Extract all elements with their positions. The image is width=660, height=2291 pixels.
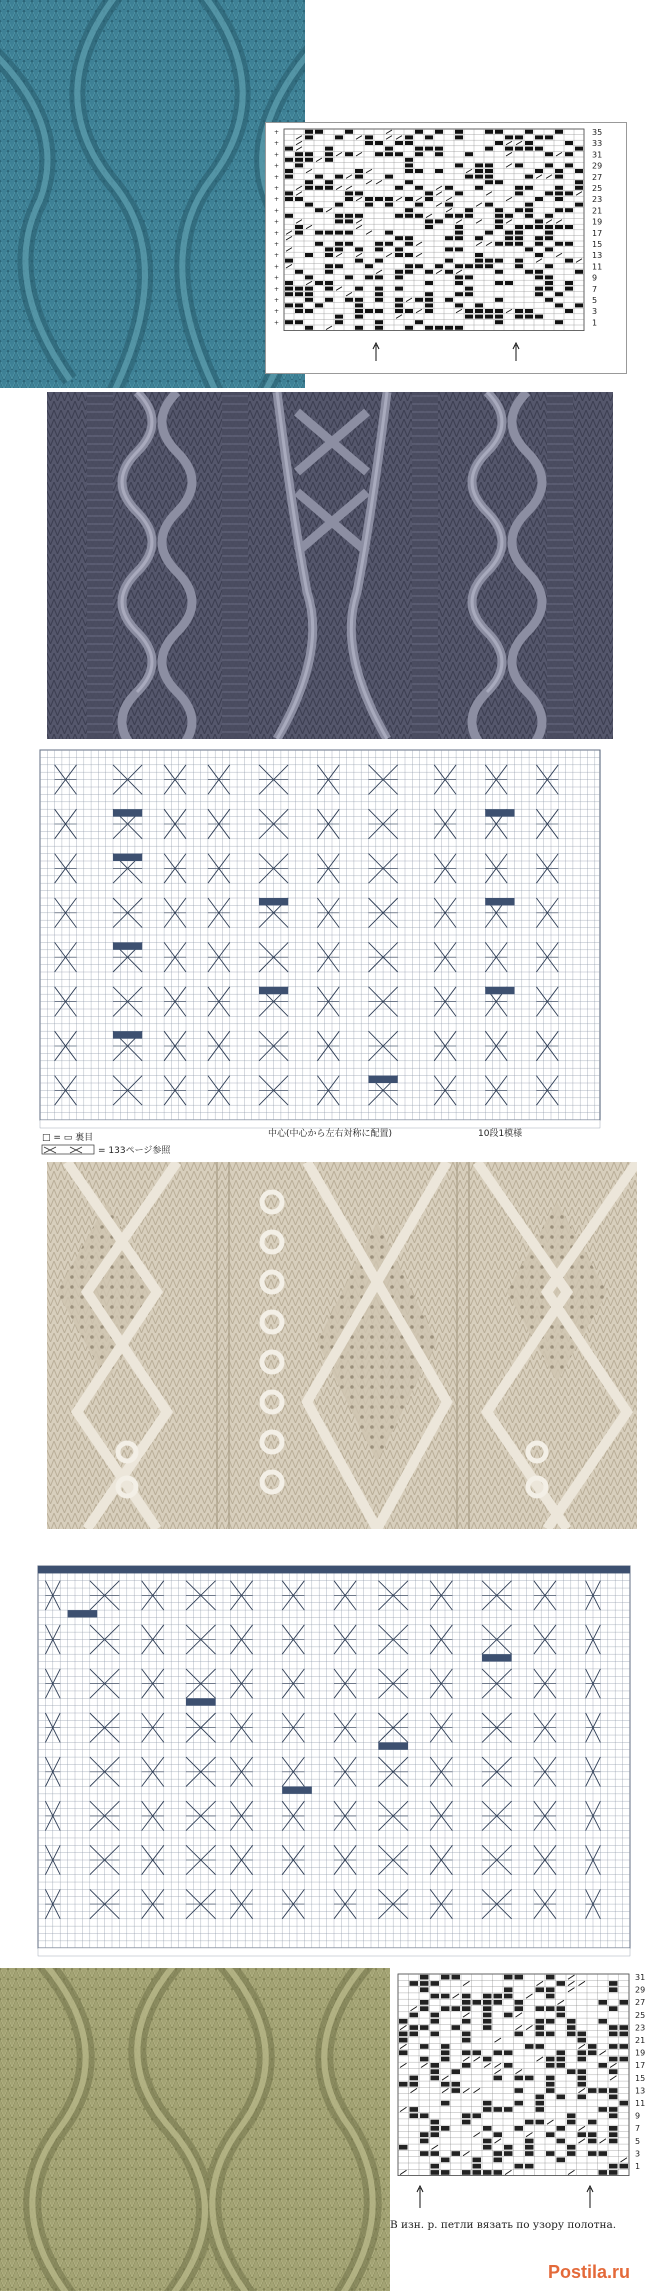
chart4-row-number: 3 xyxy=(635,2149,641,2159)
chart4-arrow-icon xyxy=(417,2186,423,2208)
chart1-row-number: 23 xyxy=(592,195,603,205)
chart1-row-marker: + xyxy=(274,263,280,271)
chart1-row-number: 17 xyxy=(592,228,603,238)
teal-knit-photo xyxy=(0,0,305,388)
chart1-row-marker: + xyxy=(274,140,280,148)
cream-knit-photo xyxy=(47,1162,637,1529)
knitting-chart-4 xyxy=(390,1968,660,2291)
chart4-row-number: 23 xyxy=(635,2023,646,2033)
chart1-row-number: 7 xyxy=(592,284,598,294)
watermark-text: Postila.ru xyxy=(548,2262,631,2282)
knitting-chart-1 xyxy=(265,122,627,374)
grey-knit-photo xyxy=(47,392,613,739)
chart1-row-number: 25 xyxy=(592,184,603,193)
chart1-row-marker: + xyxy=(274,241,280,248)
chart1-row-marker: + xyxy=(274,185,280,192)
chart1-row-number: 11 xyxy=(592,262,603,272)
chart1-row-marker: + xyxy=(274,162,280,170)
chart1-row-marker: + xyxy=(274,285,280,293)
chart4-grid xyxy=(398,1974,629,2176)
chart1-row-marker: + xyxy=(274,151,280,159)
chart1-row-marker: + xyxy=(274,319,280,327)
chart4-row-number: 17 xyxy=(635,2061,646,2071)
chart4-row-number: 29 xyxy=(635,1985,646,1995)
olive-knit-photo xyxy=(0,1968,390,2291)
chart1-row-marker: + xyxy=(274,196,280,204)
chart1-row-number: 1 xyxy=(592,318,598,328)
chart4-row-number: 7 xyxy=(635,2124,641,2134)
chart4-arrow-icon xyxy=(587,2186,593,2208)
chart1-row-marker: + xyxy=(274,252,280,260)
chart4-row-number: 19 xyxy=(635,2048,646,2058)
chart1-row-number: 29 xyxy=(592,161,603,171)
chart1-row-marker: + xyxy=(274,207,280,215)
chart1-row-number: 33 xyxy=(592,139,603,149)
chart1-row-number: 15 xyxy=(592,240,603,249)
chart1-row-number: 9 xyxy=(592,273,598,283)
chart1-row-marker: + xyxy=(274,173,280,181)
chart4-row-number: 1 xyxy=(635,2162,641,2171)
repeat-note: 10段1模様 xyxy=(478,1129,523,1139)
chart-grid-lines xyxy=(38,1566,630,1956)
chart1-row-number: 31 xyxy=(592,150,603,160)
chart4-row-number: 21 xyxy=(635,2036,646,2045)
chart1-row-marker: + xyxy=(274,274,280,282)
chart4-row-number: 9 xyxy=(635,2111,641,2121)
chart4-row-number: 15 xyxy=(635,2073,646,2083)
chart1-row-number: 35 xyxy=(592,128,603,137)
chart4-row-number: 31 xyxy=(635,1973,646,1982)
chart1-row-number: 19 xyxy=(592,217,603,227)
chart1-arrow-icon xyxy=(513,343,519,361)
chart1-row-marker: + xyxy=(274,308,280,316)
legend-blank: □ = ▭ 裏目 xyxy=(42,1133,94,1143)
chart1-row-number: 21 xyxy=(592,206,603,216)
chart4-caption: В изн. р. петли вязать по узору полотна. xyxy=(390,2219,617,2231)
chart1-row-number: 5 xyxy=(592,296,598,305)
knitting-chart-3 xyxy=(30,1558,640,1960)
chart4-row-number: 13 xyxy=(635,2086,646,2096)
legend-ref: = 133ページ参照 xyxy=(98,1146,171,1156)
center-note: 中心(中心から左右対称に配置) xyxy=(268,1129,393,1139)
chart4-row-number: 27 xyxy=(635,1998,646,2008)
chart1-row-marker: + xyxy=(274,297,280,304)
chart1-row-number: 13 xyxy=(592,251,603,261)
chart1-grid xyxy=(284,129,584,331)
chart4-row-number: 5 xyxy=(635,2136,641,2146)
chart4-row-number: 25 xyxy=(635,2010,646,2020)
knitting-chart-2 xyxy=(30,748,610,1160)
chart1-arrow-icon xyxy=(373,343,379,361)
chart1-row-marker: + xyxy=(274,129,280,136)
chart1-row-number: 3 xyxy=(592,307,598,317)
legend-ref-symbol xyxy=(42,1145,94,1154)
chart1-row-marker: + xyxy=(274,229,280,237)
watermark xyxy=(548,2262,630,2283)
chart1-row-number: 27 xyxy=(592,172,603,182)
chart4-row-number: 11 xyxy=(635,2099,646,2108)
chart1-row-marker: + xyxy=(274,218,280,226)
